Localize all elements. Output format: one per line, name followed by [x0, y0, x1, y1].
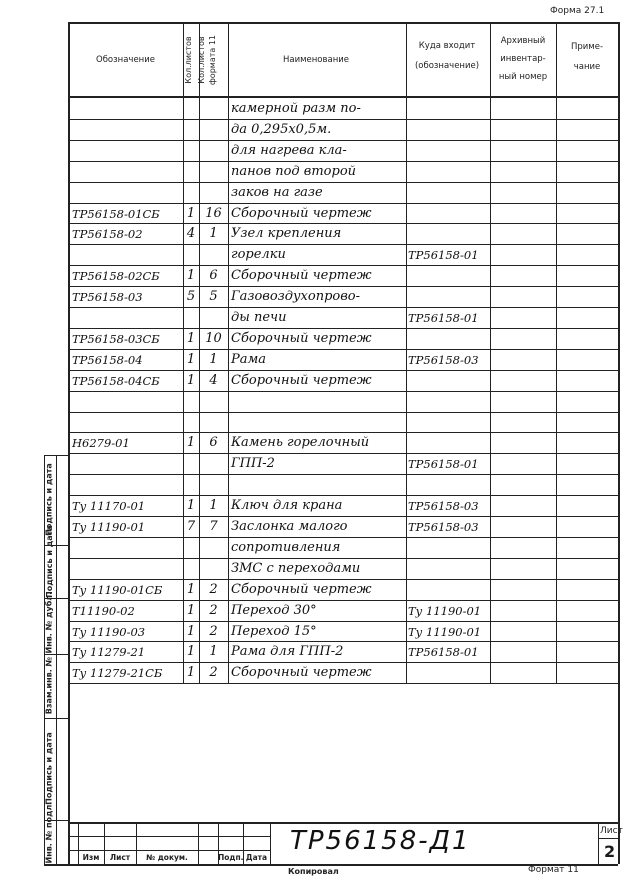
row-line [68, 223, 618, 224]
row-designation: ТР56158-03СБ [72, 332, 160, 346]
row-qty-format: 2 [209, 582, 218, 597]
row-qty-sheets: 1 [186, 624, 196, 639]
row-qty-sheets: 1 [186, 206, 196, 221]
header-archive-1: Архивный [500, 36, 546, 46]
row-designation: Ту 11279-21 [72, 645, 146, 659]
row-name: Сборочный чертеж [231, 268, 372, 283]
row-name: Рама [231, 352, 267, 367]
row-name: Сборочный чертеж [231, 582, 372, 597]
title-block-col-label: Лист [109, 853, 131, 862]
row-designation: ТР56158-01СБ [72, 207, 160, 221]
format-label: Формат 11 [528, 865, 579, 875]
row-line [68, 537, 618, 538]
row-designation: Ту 11190-01 [72, 520, 146, 534]
row-line [68, 453, 618, 454]
row-used-in: ТР56158-01 [408, 248, 479, 262]
row-line [68, 474, 618, 475]
row-qty-format: 2 [209, 624, 218, 639]
row-designation: ТР56158-04 [72, 353, 143, 367]
row-name: панов под второй [231, 164, 357, 179]
row-qty-sheets: 4 [186, 226, 196, 241]
row-name: ды печи [231, 310, 287, 325]
row-used-in: ТР56158-01 [408, 311, 479, 325]
row-qty-format: 2 [209, 603, 218, 618]
header-used-in-2: (обозначение) [414, 61, 480, 71]
row-name: сопротивления [231, 540, 341, 555]
row-name: Камень горелочный [231, 435, 370, 450]
row-used-in: ТР56158-01 [408, 457, 479, 471]
title-block-line [598, 838, 618, 839]
title-block-top [68, 822, 618, 824]
title-block-col-label: Изм [82, 853, 100, 862]
row-designation: ТР56158-03 [72, 290, 143, 304]
row-name: камерной разм по- [231, 101, 361, 116]
header-qty-sheets-format: Кол.листов формата 11 [197, 34, 217, 86]
side-label: Инв. № подл. [44, 801, 54, 864]
row-qty-format: 1 [209, 226, 218, 241]
row-used-in: ТР56158-03 [408, 353, 479, 367]
row-name: Переход 30° [231, 603, 317, 618]
header-note-2: чание [573, 62, 601, 72]
row-qty-sheets: 1 [186, 268, 196, 283]
row-name: Газовоздухопрово- [231, 289, 361, 304]
row-name: Рама для ГПП-2 [231, 644, 344, 659]
row-line [68, 119, 618, 120]
row-line [68, 495, 618, 496]
row-line [68, 286, 618, 287]
row-line [68, 662, 618, 663]
row-line [68, 432, 618, 433]
column-line [556, 22, 557, 683]
row-name: Сборочный чертеж [231, 665, 372, 680]
row-used-in: ТР56158-01 [408, 645, 479, 659]
row-qty-sheets: 1 [186, 352, 196, 367]
header-note-1: Приме- [570, 42, 604, 52]
title-block-col-label: Подп. [218, 853, 244, 862]
side-label: Взам.инв. № [44, 656, 54, 715]
row-qty-format: 1 [209, 644, 218, 659]
row-qty-format: 10 [205, 331, 222, 346]
row-qty-format: 5 [209, 289, 218, 304]
row-qty-format: 7 [209, 519, 218, 534]
row-qty-sheets: 1 [186, 644, 196, 659]
row-name: горелки [231, 247, 286, 262]
title-block-line [198, 822, 199, 864]
row-name: Узел крепления [231, 226, 342, 241]
row-name: ГПП-2 [231, 456, 275, 471]
title-block-line [598, 822, 599, 864]
title-block-line [68, 850, 270, 851]
row-name: Заслонка малого [231, 519, 348, 534]
column-line [228, 22, 229, 683]
row-designation: ТР56158-02СБ [72, 269, 160, 283]
row-qty-format: 2 [209, 665, 218, 680]
header-qty-sheets: Кол.листов [184, 36, 193, 84]
row-line [68, 140, 618, 141]
row-qty-sheets: 7 [186, 519, 196, 534]
document-number: ТР56158-Д1 [290, 826, 471, 856]
row-used-in: Ту 11190-01 [408, 625, 482, 639]
row-designation: Ту 11279-21СБ [72, 666, 163, 680]
row-line [68, 307, 618, 308]
column-line [490, 22, 491, 683]
side-label: Подпись и дата [44, 732, 54, 805]
row-name: для нагрева кла- [231, 143, 347, 158]
row-qty-format: 6 [209, 268, 218, 283]
title-block-line [68, 836, 270, 837]
row-line [68, 161, 618, 162]
row-designation: Ту 11170-01 [72, 499, 146, 513]
row-name: Сборочный чертеж [231, 373, 372, 388]
header-bottom [68, 96, 618, 98]
title-block-col-label: № докум. [146, 853, 188, 862]
title-block-line [68, 822, 69, 864]
row-line [68, 182, 618, 183]
side-label: Инв. № дубл. [44, 591, 54, 654]
row-qty-sheets: 1 [186, 498, 196, 513]
row-designation: ТР56158-04СБ [72, 374, 160, 388]
row-designation: ТР56158-02 [72, 227, 143, 241]
row-line [68, 579, 618, 580]
row-qty-format: 1 [209, 498, 218, 513]
side-line [44, 864, 68, 865]
row-line [68, 558, 618, 559]
column-line [406, 22, 407, 683]
frame-right [618, 22, 620, 864]
row-used-in: ТР56158-03 [408, 520, 479, 534]
row-qty-sheets: 1 [186, 603, 196, 618]
side-label: Подпись и дата [44, 463, 54, 536]
row-qty-sheets: 5 [186, 289, 196, 304]
row-designation: Ту 11190-01СБ [72, 583, 163, 597]
header-archive-2: инвентар- [500, 54, 546, 64]
row-qty-sheets: 1 [186, 435, 196, 450]
title-block-line [270, 822, 271, 864]
form-label: Форма 27.1 [550, 6, 605, 16]
row-qty-sheets: 1 [186, 582, 196, 597]
row-designation: Ту 11190-03 [72, 625, 146, 639]
sheet-number: 2 [604, 842, 616, 861]
header-used-in-1: Куда входит [418, 41, 476, 51]
sheet-label: Лист [600, 826, 623, 836]
row-qty-format: 6 [209, 435, 218, 450]
row-name: да 0,295х0,5м. [231, 122, 332, 137]
row-name: заков на газе [231, 185, 323, 200]
row-used-in: ТР56158-03 [408, 499, 479, 513]
side-label: Подпись и дата [44, 524, 54, 598]
row-line [68, 244, 618, 245]
row-qty-format: 1 [209, 352, 218, 367]
row-qty-format: 4 [209, 373, 218, 388]
row-line [68, 203, 618, 204]
header-designation: Обозначение [96, 55, 155, 65]
row-line [68, 516, 618, 517]
row-qty-sheets: 1 [186, 665, 196, 680]
row-line [68, 621, 618, 622]
row-name: Ключ для крана [231, 498, 343, 513]
side-line [56, 455, 57, 864]
header-archive-3: ный номер [498, 72, 548, 82]
row-line [68, 600, 618, 601]
copied-label: Копировал [288, 867, 339, 876]
row-qty-sheets: 1 [186, 331, 196, 346]
row-line [68, 349, 618, 350]
row-designation: Т11190-02 [72, 604, 135, 618]
row-line [68, 641, 618, 642]
row-line [68, 265, 618, 266]
row-name: ЗМС с переходами [231, 561, 361, 576]
title-block-col-label: Дата [245, 853, 268, 862]
row-designation: Н6279-01 [72, 436, 130, 450]
row-line [68, 328, 618, 329]
row-name: Сборочный чертеж [231, 206, 372, 221]
row-used-in: Ту 11190-01 [408, 604, 482, 618]
row-qty-sheets: 1 [186, 373, 196, 388]
row-line [68, 412, 618, 413]
row-line [68, 370, 618, 371]
row-name: Переход 15° [231, 624, 317, 639]
frame-left [68, 22, 70, 864]
row-line [68, 391, 618, 392]
row-line [68, 683, 618, 684]
header-name: Наименование [282, 55, 350, 65]
row-name: Сборочный чертеж [231, 331, 372, 346]
row-qty-format: 16 [205, 206, 222, 221]
